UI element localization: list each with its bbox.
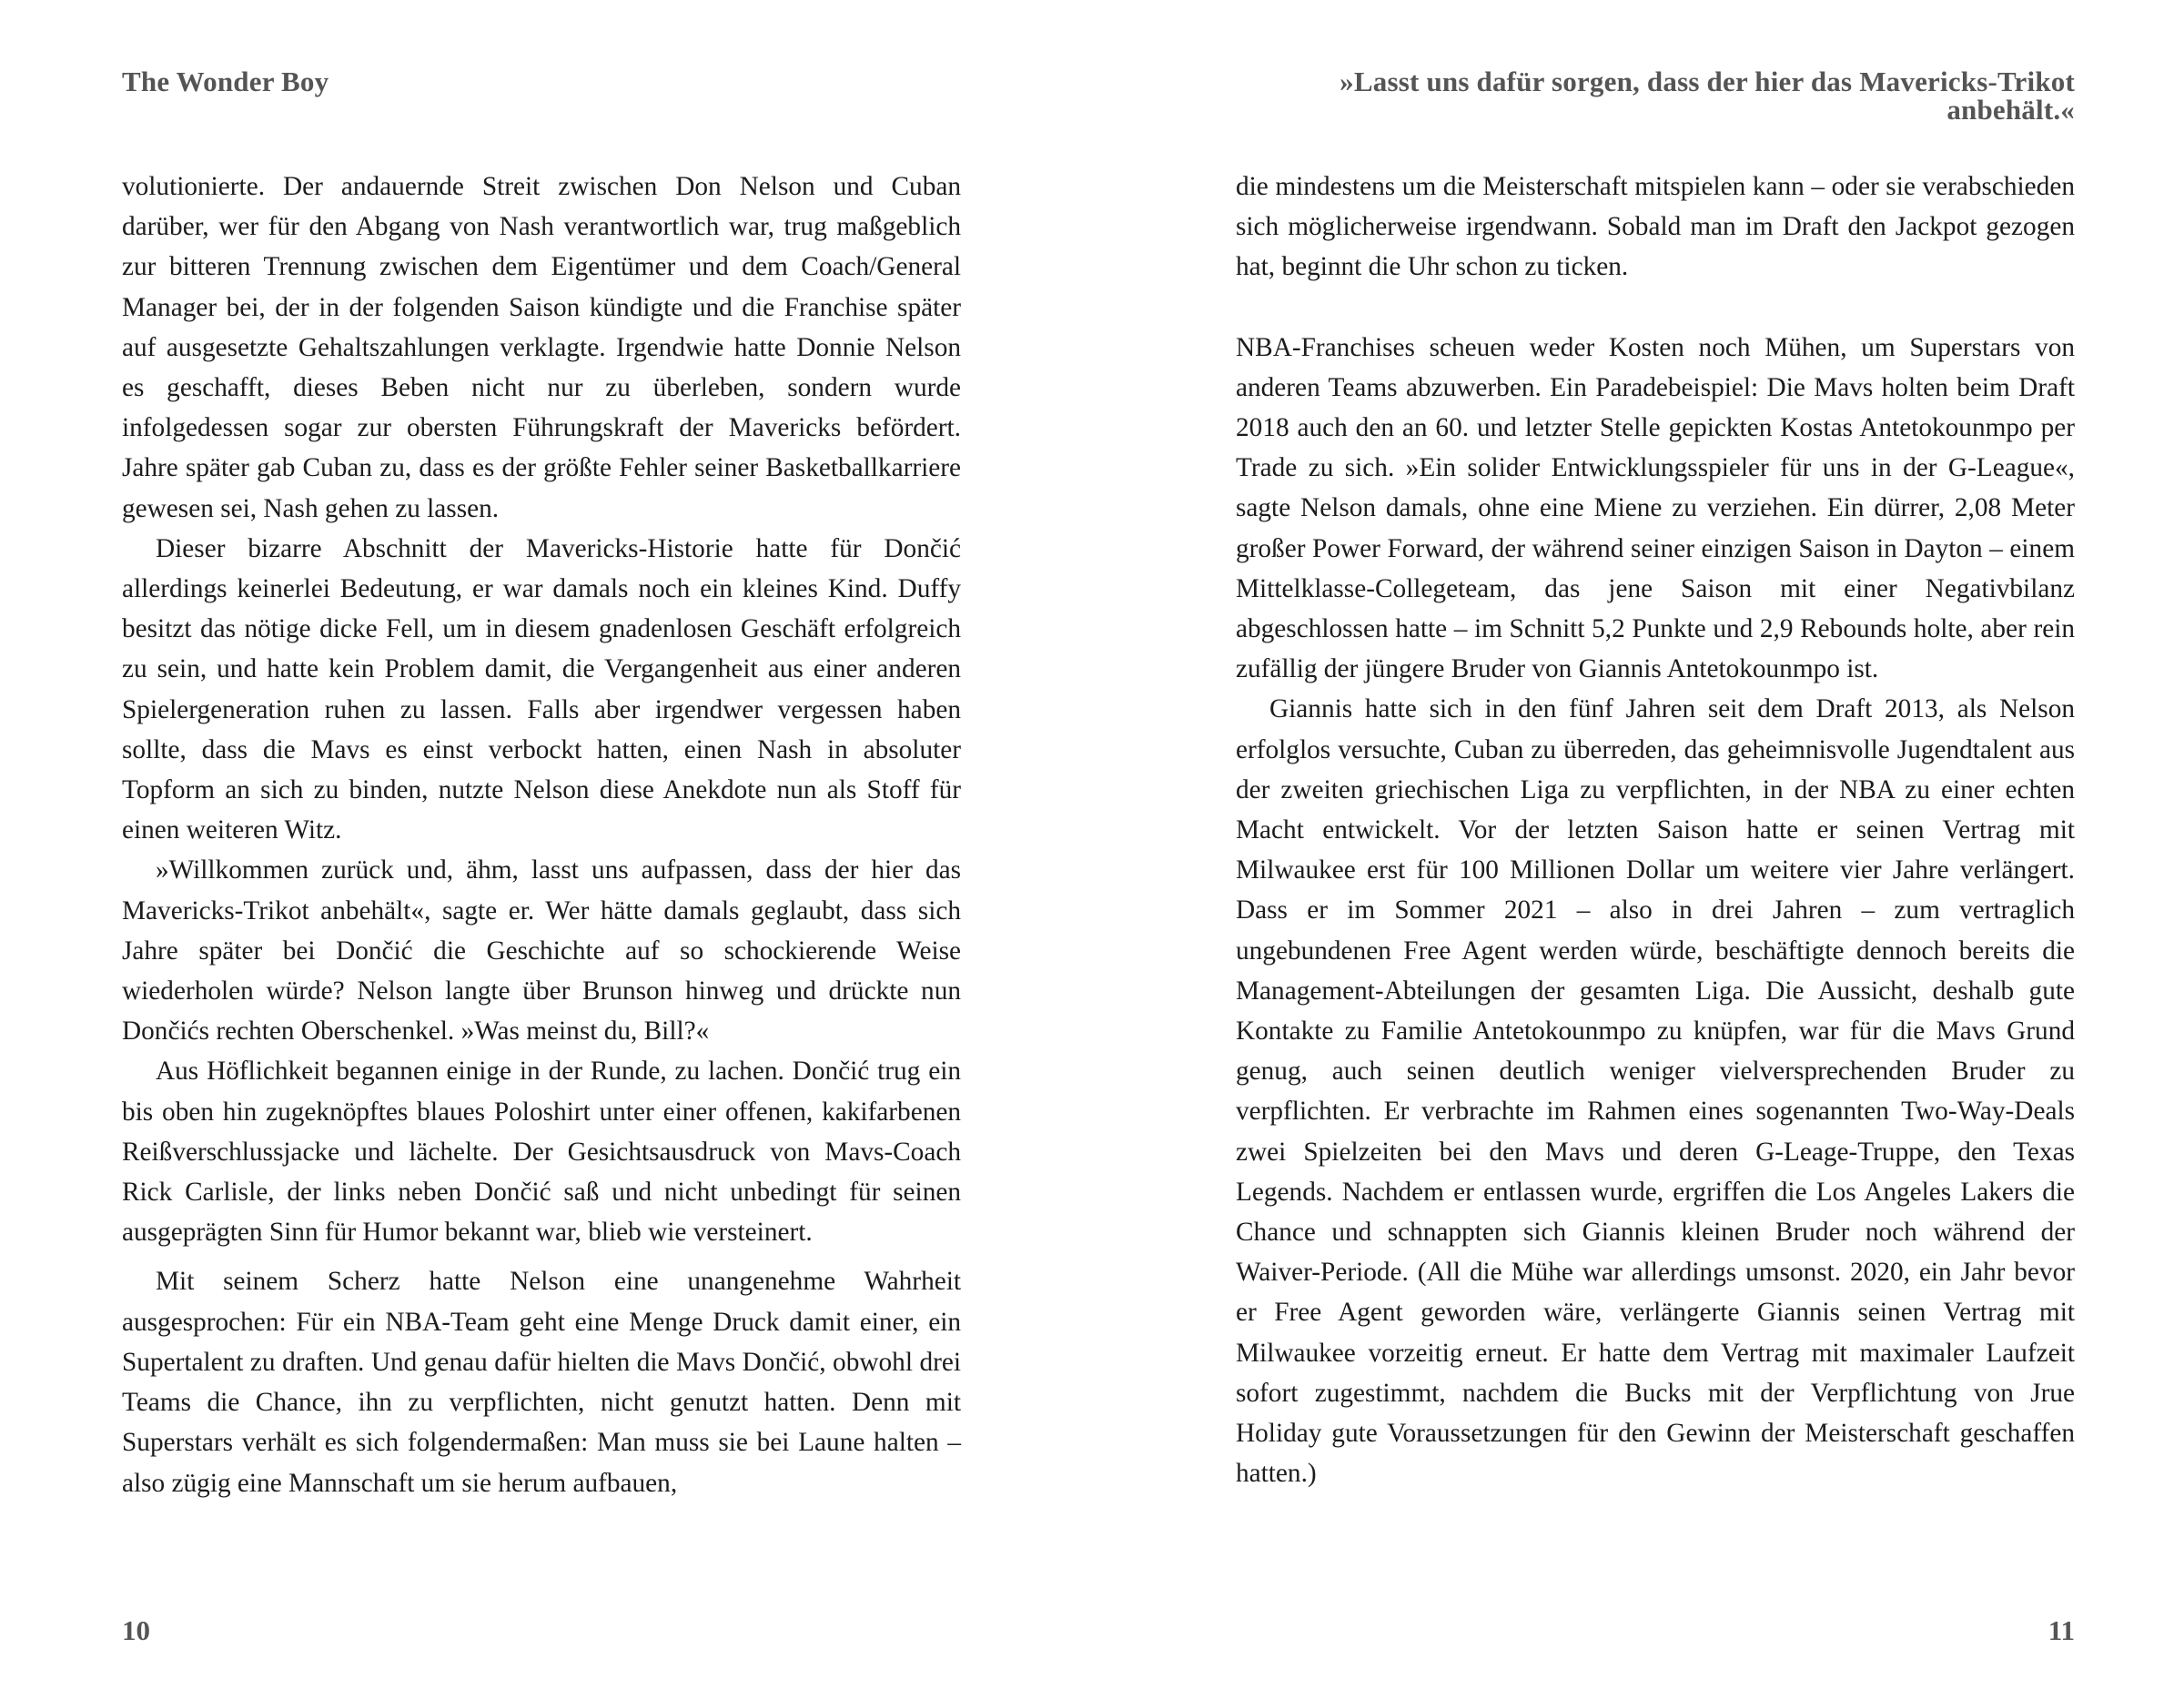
paragraph: »Willkommen zurück und, ähm, lasst uns aufpassen, dass der hier das Mavericks-Trikot anbehält«, sagte er. Wer hätte damals geglaubt, dass sich Jahre später bei Dončić die Geschichte auf so schockierende Weise wiederholen würde? Nelson langte über Brunson hinweg und drückte nun Dončićs rechten Oberschenkel. »Was meinst du, Bill?« <box>122 855 961 1047</box>
paragraph: Giannis hatte sich in den fünf Jahren seit dem Draft 2013, als Nelson erfolglos versuchte, Cuban zu überreden, das geheimnisvolle Jugendtalent aus der zweiten griechischen Liga zu verpflichten, in der NBA zu einer echten Macht entwickelt. Vor der letzten Saison hatte er seinen Vertrag mit Milwaukee erst für 100 Millionen Dollar um weitere vier Jahre verlängert. Dass er im Sommer 2021 – also in drei Jahren – zum vertraglich ungebundenen Free Agent werden würde, beschäftigte dennoch bereits die Management-Abteilungen der gesamten Liga. Die Aussicht, deshalb gute Kontakte zu Familie Antetokounmpo zu knüpfen, war für die Mavs Grund genug, auch seinen deutlich weniger vielversprechenden Bruder zu verpflichten. Er verbrachte im Rahmen eines sogenannten Two-Way-Deals zwei Spielzeiten bei den Mavs und deren G-Leage-Truppe, den Texas Legends. Nachdem er entlassen wurde, ergriffen die Los Angeles Lakers die Chance und schnappten sich Giannis kleinen Bruder noch während der Waiver-Periode. (All die Mühe war allerdings umsonst. 2020, ein Jahr bevor er Free Agent geworden wäre, verlängerte Giannis seinen Vertrag mit Milwaukee vorzeitig erneut. Er hatte dem Vertrag mit maximaler Laufzeit sofort zugestimmt, nachdem die Bucks mit der Verpflichtung von Jrue Holiday gute Voraussetzungen für den Gewinn der Meisterschaft geschaffen hatten.) <box>1236 694 2075 1489</box>
right-page-number: 11 <box>2048 1614 2075 1646</box>
paragraph: volutionierte. Der andauernde Streit zwischen Don Nelson und Cuban darüber, wer für den Abgang von Nash verantwortlich war, trug maßgeblich zur bitteren Trennung zwischen dem Eigentümer und dem Coach/General Manager bei, der in der folgenden Saison kündigte und die Franchise später auf ausgesetzte Gehaltszahlungen verklagte. Irgendwie hatte Donnie Nelson es geschafft, dieses Beben nicht nur zu überleben, sondern wurde infolgedessen sogar zur obersten Führungskraft der Mavericks befördert. Jahre später gab Cuban zu, dass es der größte Fehler seiner Basketballkarriere gewesen sei, Nash gehen zu lassen. <box>122 172 961 523</box>
left-body-text <box>122 167 961 1503</box>
right-body-text <box>1236 167 2075 1494</box>
paragraph: die mindestens um die Meisterschaft mitspielen kann – oder sie verabschieden sich möglicherweise irgendwann. Sobald man im Draft den Jackpot gezogen hat, beginnt die Uhr schon zu ticken. <box>1236 172 2075 282</box>
paragraph: Dieser bizarre Abschnitt der Mavericks-Historie hatte für Dončić allerdings keinerlei Bedeutung, er war damals noch ein kleines Kind. Duffy besitzt das nötige dicke Fell, um in diesem gnadenlosen Geschäft erfolgreich zu sein, und hatte kein Problem damit, die Vergangenheit aus einer anderen Spielergeneration ruhen zu lassen. Falls aber irgendwer vergessen haben sollte, dass die Mavs es einst verbockt hatten, einen Nash in absoluter Topform an sich zu binden, nutzte Nelson diese Anekdote nun als Stoff für einen weiteren Witz. <box>122 533 961 845</box>
right-running-head: »Lasst uns dafür sorgen, dass der hier das Mavericks-Trikot anbehält.« <box>1340 66 2075 126</box>
left-page <box>122 0 961 1699</box>
paragraph: Aus Höflichkeit begannen einige in der Runde, zu lachen. Dončić trug ein bis oben hin zugeknöpftes blaues Poloshirt unter einer offenen, kakifarbenen Reißverschlussjacke und lächelte. Der Gesichtsausdruck von Mavs-Coach Rick Carlisle, der links neben Dončić saß und nicht unbedingt für seinen ausgeprägten Sinn für Humor bekannt war, blieb wie versteinert. <box>122 1057 961 1248</box>
left-page-number: 10 <box>122 1614 150 1646</box>
paragraph: NBA-Franchises scheuen weder Kosten noch Mühen, um Superstars von anderen Teams abzuwerben. Ein Paradebeispiel: Die Mavs holten beim Draft 2018 auch den an 60. und letzter Stelle gepickten Kostas Antetokounmpo per Trade zu sich. »Ein solider Entwicklungsspieler für uns in der G-League«, sagte Nelson damals, ohne eine Miene zu verziehen. Ein dürrer, 2,08 Meter großer Power Forward, der während seiner einzigen Saison in Dayton – einem Mittelklasse-Collegeteam, das jene Saison mit einer Negativbilanz abgeschlossen hatte – im Schnitt 5,2 Punkte und 2,9 Rebounds holte, aber rein zufällig der jüngere Bruder von Giannis Antetokounmpo ist. <box>1236 332 2075 684</box>
paragraph: Mit seinem Scherz hatte Nelson eine unangenehme Wahrheit ausgesprochen: Für ein NBA-Team geht eine Menge Druck damit einer, ein Supertalent zu draften. Und genau dafür hielten die Mavs Dončić, obwohl drei Teams die Chance, ihn zu verpflichten, nicht genutzt hatten. Denn mit Superstars verhält es sich folgendermaßen: Man muss sie bei Laune halten – also zügig eine Mannschaft um sie herum aufbauen, <box>122 1267 961 1498</box>
left-running-head: The Wonder Boy <box>122 66 329 97</box>
right-page <box>1236 0 2075 1699</box>
